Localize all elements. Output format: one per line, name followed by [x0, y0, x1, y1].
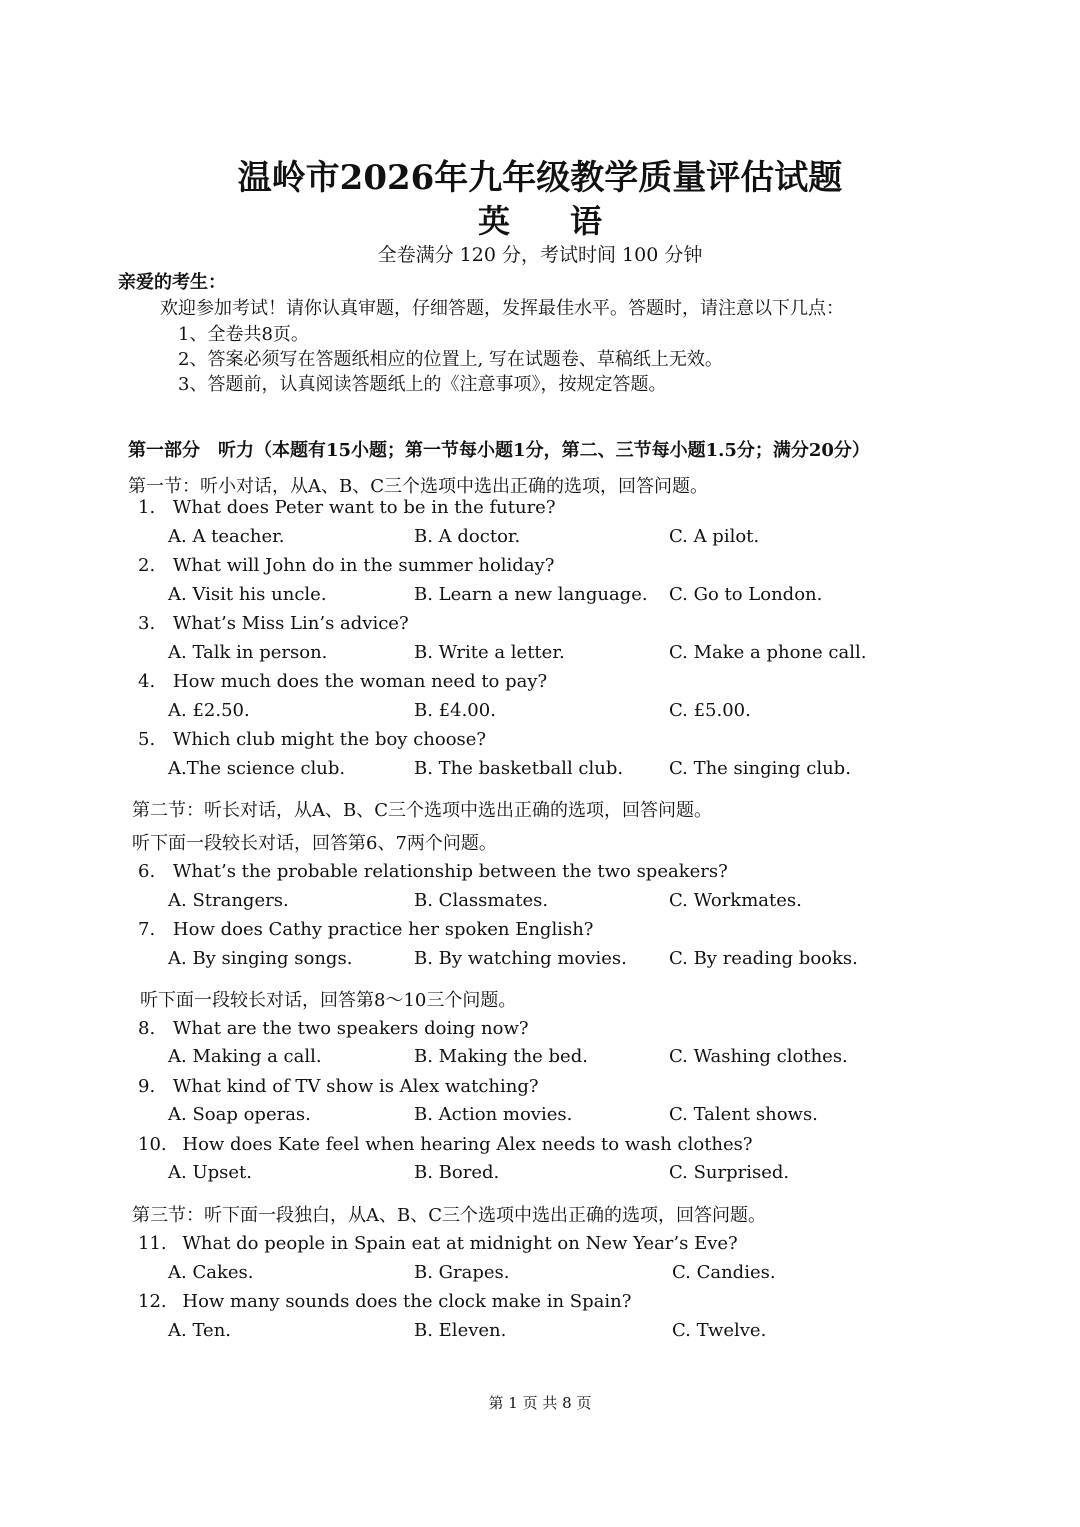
option-a: A. Talk in person.	[168, 642, 328, 663]
question-number: 6.	[138, 861, 156, 882]
option-c: C. Candies.	[672, 1262, 776, 1283]
option-b: B. Learn a new language.	[414, 584, 648, 605]
option-a: A. Visit his uncle.	[168, 584, 327, 605]
question-number: 2.	[138, 555, 156, 576]
question	[138, 671, 547, 692]
option-a: A. Ten.	[168, 1320, 232, 1341]
question	[138, 861, 728, 882]
question-text: How does Cathy practice her spoken English?	[172, 919, 594, 940]
greeting: 亲爱的考生：	[118, 272, 226, 293]
question	[138, 919, 593, 940]
question	[138, 613, 409, 634]
question-number: 11.	[138, 1233, 167, 1254]
option-b: B. Action movies.	[414, 1104, 573, 1125]
question-text: What’s the probable relationship between the two speakers?	[172, 861, 728, 882]
score-time-line: 全卷满分 120 分，考试时间 100 分钟	[377, 244, 703, 266]
question-text: How does Kate feel when hearing Alex needs to wash clothes?	[182, 1134, 753, 1155]
question-text: How many sounds does the clock make in Spain?	[182, 1291, 632, 1312]
option-c: C. A pilot.	[669, 526, 760, 547]
option-a: A.The science club.	[168, 758, 346, 779]
option-a: A. Soap operas.	[168, 1104, 311, 1125]
question-text: What do people in Spain eat at midnight on New Year’s Eve?	[182, 1233, 738, 1254]
option-b: B. Bored.	[414, 1162, 500, 1183]
question-text: What does Peter want to be in the future?	[172, 497, 556, 518]
option-a: A. £2.50.	[168, 700, 250, 721]
question-number: 9.	[138, 1076, 156, 1097]
question-text: What are the two speakers doing now?	[172, 1018, 529, 1039]
option-c: C. Make a phone call.	[669, 642, 867, 663]
option-b: B. The basketball club.	[414, 758, 624, 779]
question	[138, 555, 554, 576]
option-a: A. Making a call.	[168, 1046, 322, 1067]
question	[138, 729, 486, 750]
option-c: C. The singing club.	[669, 758, 851, 779]
option-b: B. Grapes.	[414, 1262, 510, 1283]
question-number: 4.	[138, 671, 156, 692]
question-text: How much does the woman need to pay?	[172, 671, 548, 692]
question	[138, 1233, 738, 1254]
question-number: 5.	[138, 729, 156, 750]
question-text: What will John do in the summer holiday?	[172, 555, 555, 576]
question	[138, 1018, 529, 1039]
question-number: 12.	[138, 1291, 167, 1312]
question-number: 3.	[138, 613, 156, 634]
question-text: What kind of TV show is Alex watching?	[172, 1076, 539, 1097]
question-number: 8.	[138, 1018, 156, 1039]
subject-title: 英语	[477, 202, 662, 240]
option-b: B. By watching movies.	[414, 948, 627, 969]
option-c: C. Surprised.	[669, 1162, 790, 1183]
question-number: 7.	[138, 919, 156, 940]
question	[138, 1076, 539, 1097]
option-c: C. Go to London.	[669, 584, 823, 605]
notice-item: 1、全卷共8页。	[178, 324, 309, 345]
question	[138, 1291, 631, 1312]
option-b: B. A doctor.	[414, 526, 521, 547]
option-c: C. Washing clothes.	[669, 1046, 848, 1067]
question-text: What’s Miss Lin’s advice?	[172, 613, 409, 634]
notice-item: 3、答题前，认真阅读答题纸上的《注意事项》，按规定答题。	[178, 374, 667, 395]
option-a: A. A teacher.	[168, 526, 285, 547]
option-a: A. Cakes.	[168, 1262, 254, 1283]
option-b: B. £4.00.	[414, 700, 496, 721]
option-b: B. Write a letter.	[414, 642, 565, 663]
question-text: Which club might the boy choose?	[172, 729, 487, 750]
option-a: A. By singing songs.	[168, 948, 353, 969]
intro-text: 欢迎参加考试！请你认真审题，仔细答题，发挥最佳水平。答题时，请注意以下几点：	[160, 298, 844, 319]
section-heading: 第一节：听小对话，从A、B、C三个选项中选出正确的选项，回答问题。	[128, 476, 708, 497]
part-heading: 第一部分 听力（本题有15小题；第一节每小题1分，第二、三节每小题1.5分；满分20分）	[128, 440, 870, 461]
section-subheading: 听下面一段较长对话，回答第8～10三个问题。	[140, 990, 517, 1011]
option-b: B. Eleven.	[414, 1320, 507, 1341]
option-c: C. £5.00.	[669, 700, 751, 721]
option-b: B. Classmates.	[414, 890, 549, 911]
option-c: C. Twelve.	[672, 1320, 767, 1341]
question	[138, 497, 555, 518]
exam-title: 温岭市2026年九年级教学质量评估试题	[237, 158, 843, 198]
option-b: B. Making the bed.	[414, 1046, 588, 1067]
option-c: C. Workmates.	[669, 890, 802, 911]
question-number: 10.	[138, 1134, 167, 1155]
section-subheading: 听下面一段较长对话，回答第6、7两个问题。	[132, 833, 497, 854]
section-heading: 第二节：听长对话，从A、B、C三个选项中选出正确的选项，回答问题。	[132, 800, 712, 821]
page-number-footer: 第 1 页 共 8 页	[488, 1394, 592, 1412]
option-c: C. Talent shows.	[669, 1104, 818, 1125]
question-number: 1.	[138, 497, 156, 518]
question	[138, 1134, 753, 1155]
section-heading: 第三节：听下面一段独白，从A、B、C三个选项中选出正确的选项，回答问题。	[132, 1205, 766, 1226]
option-a: A. Upset.	[168, 1162, 252, 1183]
option-a: A. Strangers.	[168, 890, 289, 911]
option-c: C. By reading books.	[669, 948, 858, 969]
notice-item: 2、答案必须写在答题纸相应的位置上, 写在试题卷、草稿纸上无效。	[178, 349, 723, 370]
